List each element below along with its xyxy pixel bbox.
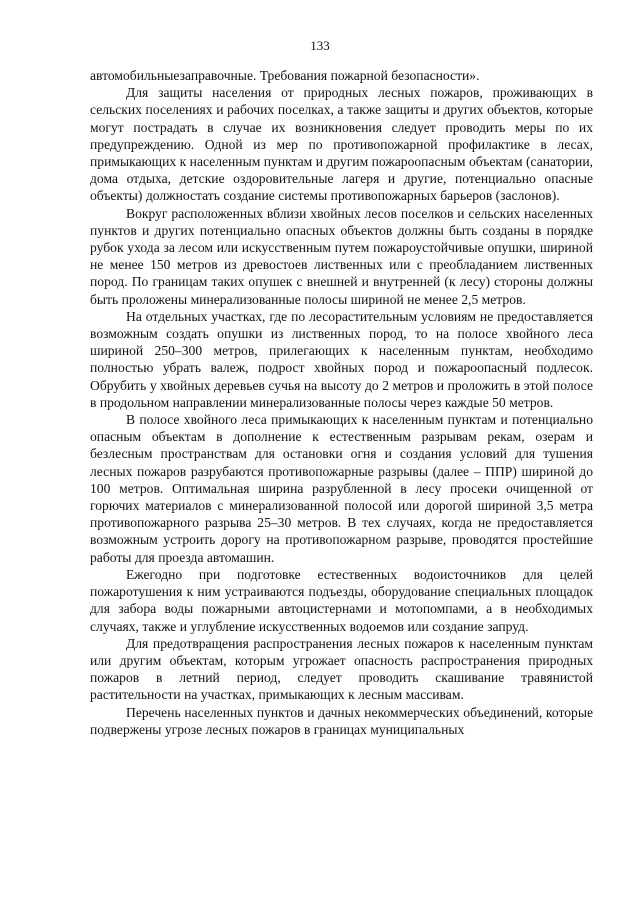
document-body (90, 67, 593, 738)
paragraph-fire-resistant-edges: Вокруг расположенных вблизи хвойных лесов поселков и сельских населенных пунктов и других потенциально опасных объектов должны быть созданы в порядке рубок ухода за лесом или искусственным путем пожароустойчивые опушки, шириной не менее 150 метров из древостоев лиственных или с преобладанием лиственных пород. По границам таких опушек с внешней и внутренней (к лесу) стороны должны быть проложены минерализованные полосы шириной не менее 2,5 метров. (90, 205, 593, 307)
paragraph-continuation: автомобильныезаправочные. Требования пожарной безопасности». (90, 68, 480, 83)
paragraph-grass-mowing: Для предотвращения распространения лесных пожаров к населенным пунктам или другим объектам, которым угрожает опасность распространения природных пожаров в летний период, следует проводить скашивание травянистой растительности на участках, примыкающих к лесным массивам. (90, 635, 593, 703)
paragraph-water-sources: Ежегодно при подготовке естественных водоисточников для целей пожаротушения к ним устраиваются подъезды, оборудование специальных площадок для забора воды пожарными автоцистернами и мотопомпами, а в необходимых случаях, также и углубление искусственных водоемов или создание запруд. (90, 566, 593, 634)
page-number: 133 (310, 38, 330, 53)
paragraph-settlements-list: Перечень населенных пунктов и дачных некоммерческих объединений, которые подвержены угрозе лесных пожаров в границах муниципальных (90, 704, 593, 737)
paragraph-firebreaks: В полосе хвойного леса примыкающих к населенным пунктам и потенциально опасным объектам в дополнение к естественным разрывам рекам, озерам и безлесным пространствам для остановки огня и создания условий для тушения лесных пожаров разрубаются противопожарные разрывы (далее – ППР) шириной до 100 метров. Оптимальная ширина разрубленной в лесу просеки очищенной от горючих материалов с минерализованной полосой или дорогой шириной 3,5 метра противопожарного разрыва 25–30 метров. В тех случаях, когда не предоставляется возможным устроить дорогу на противопожарном разрыве, проводятся простейшие работы для проезда автомашин. (90, 412, 593, 565)
paragraph-separate-plots: На отдельных участках, где по лесорастительным условиям не предоставляется возможным создать опушки из лиственных пород, то на полосе хвойного леса шириной 250–300 метров, прилегающих к населенным пунктам, необходимо полностью убрать валеж, подрост хвойных пород и пожароопасный подлесок. Обрубить у хвойных деревьев сучья на высоту до 2 метров и проложить в этой полосе в продольном направлении минерализованные полосы через каждые 50 метров. (90, 308, 593, 410)
paragraph-population-protection: Для защиты населения от природных лесных пожаров, проживающих в сельских поселениях и рабочих поселках, а также защиты и других объектов, которые могут пострадать в случае их возникновения следует проводить меры по их предупреждению. Одной из мер по противопожарной профилактике в лесах, примыкающих к населенным пунктам и другим пожароопасным объектам (санатории, дома отдыха, детские оздоровительные лагеря и другие, потенциально опасные объекты) должностать создание системы противопожарных барьеров (заслонов). (90, 85, 593, 204)
